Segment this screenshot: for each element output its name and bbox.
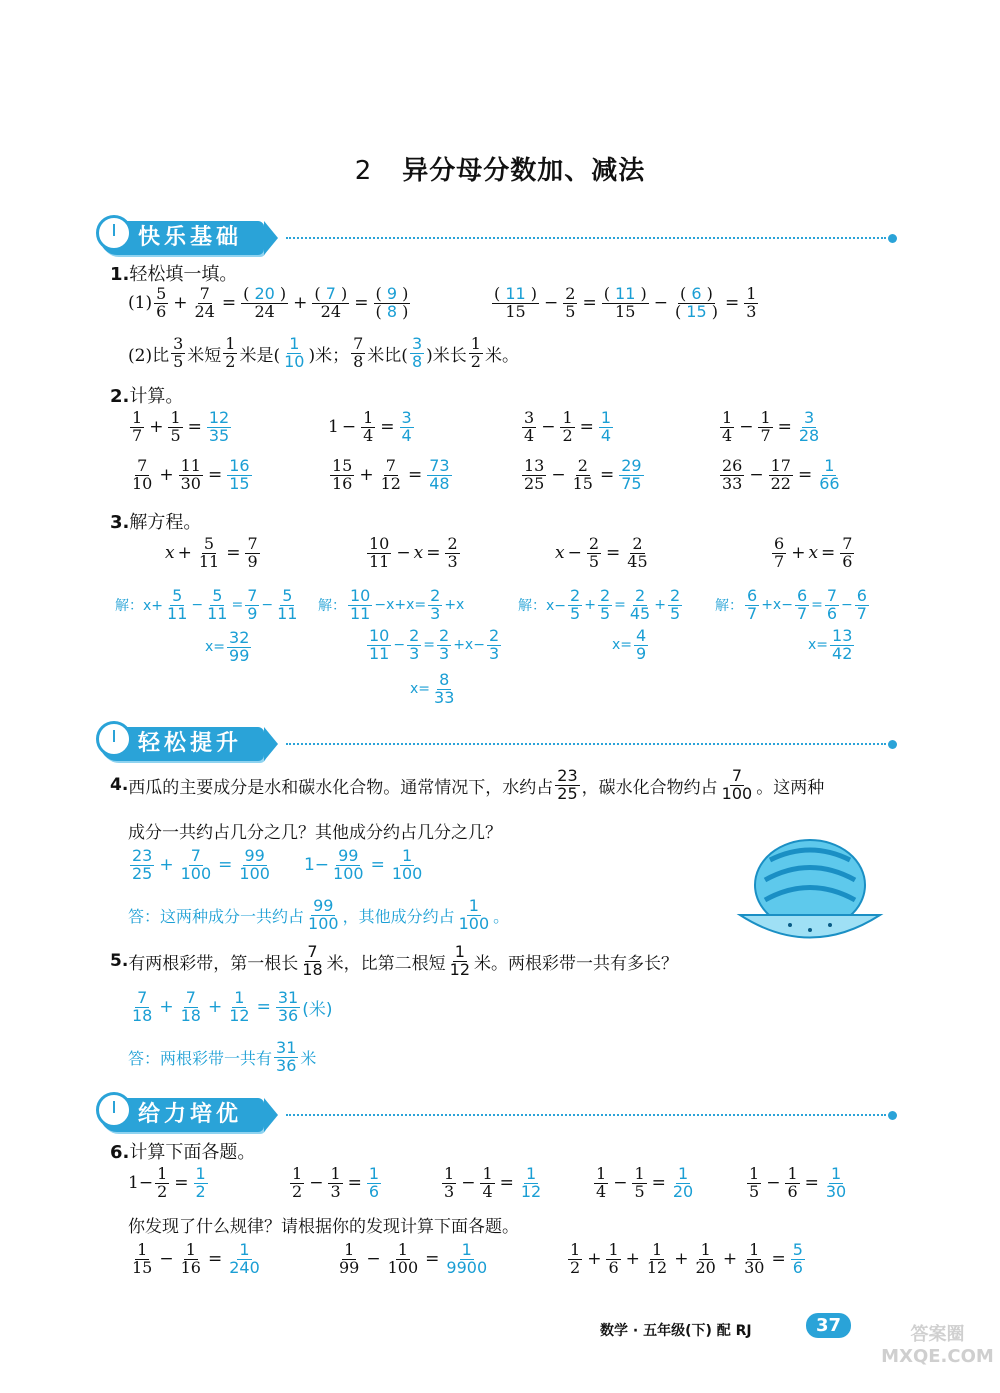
clock-icon: [96, 1092, 132, 1128]
q1-part1b: $\frac{( 11 )}{15}$ − $\frac{2}{5}$ = $\frac{( 11 )}{15}$ − $\frac{( 6 )}{( 15 )}$ = $\frac{1}{3}$: [494, 284, 757, 321]
watermelon-image: [730, 830, 890, 950]
question-5: 5. 有两根彩带，第一根长 $\frac{7}{18}$ 米，比第二根短 $\frac{1}{12}$ 米。两根彩带一共有多长？: [110, 942, 679, 979]
section-banner-improve: 轻松提升: [100, 724, 897, 764]
clock-icon: [96, 721, 132, 757]
page-title: 2 异分母分数加、减法: [354, 156, 646, 186]
clock-icon: [96, 215, 132, 251]
q1-part2: (2)比 $\frac{3}{5}$ 米短 $\frac{1}{2}$ 米是( $\frac{1}{10}$ )米； $\frac{7}{8}$ 米比( $\frac{3}{8}$ )米长 $\frac{1}{2}$ 米。: [128, 334, 519, 371]
question-6: 6.计算下面各题。: [110, 1142, 256, 1163]
page-number: 37: [806, 1313, 851, 1338]
question-1: 1.轻松填一填。: [110, 264, 238, 285]
footer-text: 数学 · 五年级(下) 配 RJ: [600, 1323, 752, 1339]
section-banner-advanced: 给力培优: [100, 1095, 897, 1135]
section-banner-basic: 快乐基础: [100, 218, 897, 258]
question-4: 4. 西瓜的主要成分是水和碳水化合物。通常情况下，水约占 $\frac{23}{25}$ ，碳水化合物约占 $\frac{7}{100}$ 。这两种: [110, 766, 825, 803]
q1-part1: (1) $\frac{5}{6}$ + $\frac{7}{24}$ = $\frac{( 20 )}{24}$ + $\frac{( 7 )}{24}$ = $\frac{( 9 )}{( 8 )}$: [128, 284, 409, 321]
watermark-logo: 答案圈 MXQE.COM: [881, 1324, 994, 1367]
question-3: 3.解方程。: [110, 512, 202, 533]
question-2: 2.计算。: [110, 386, 184, 407]
